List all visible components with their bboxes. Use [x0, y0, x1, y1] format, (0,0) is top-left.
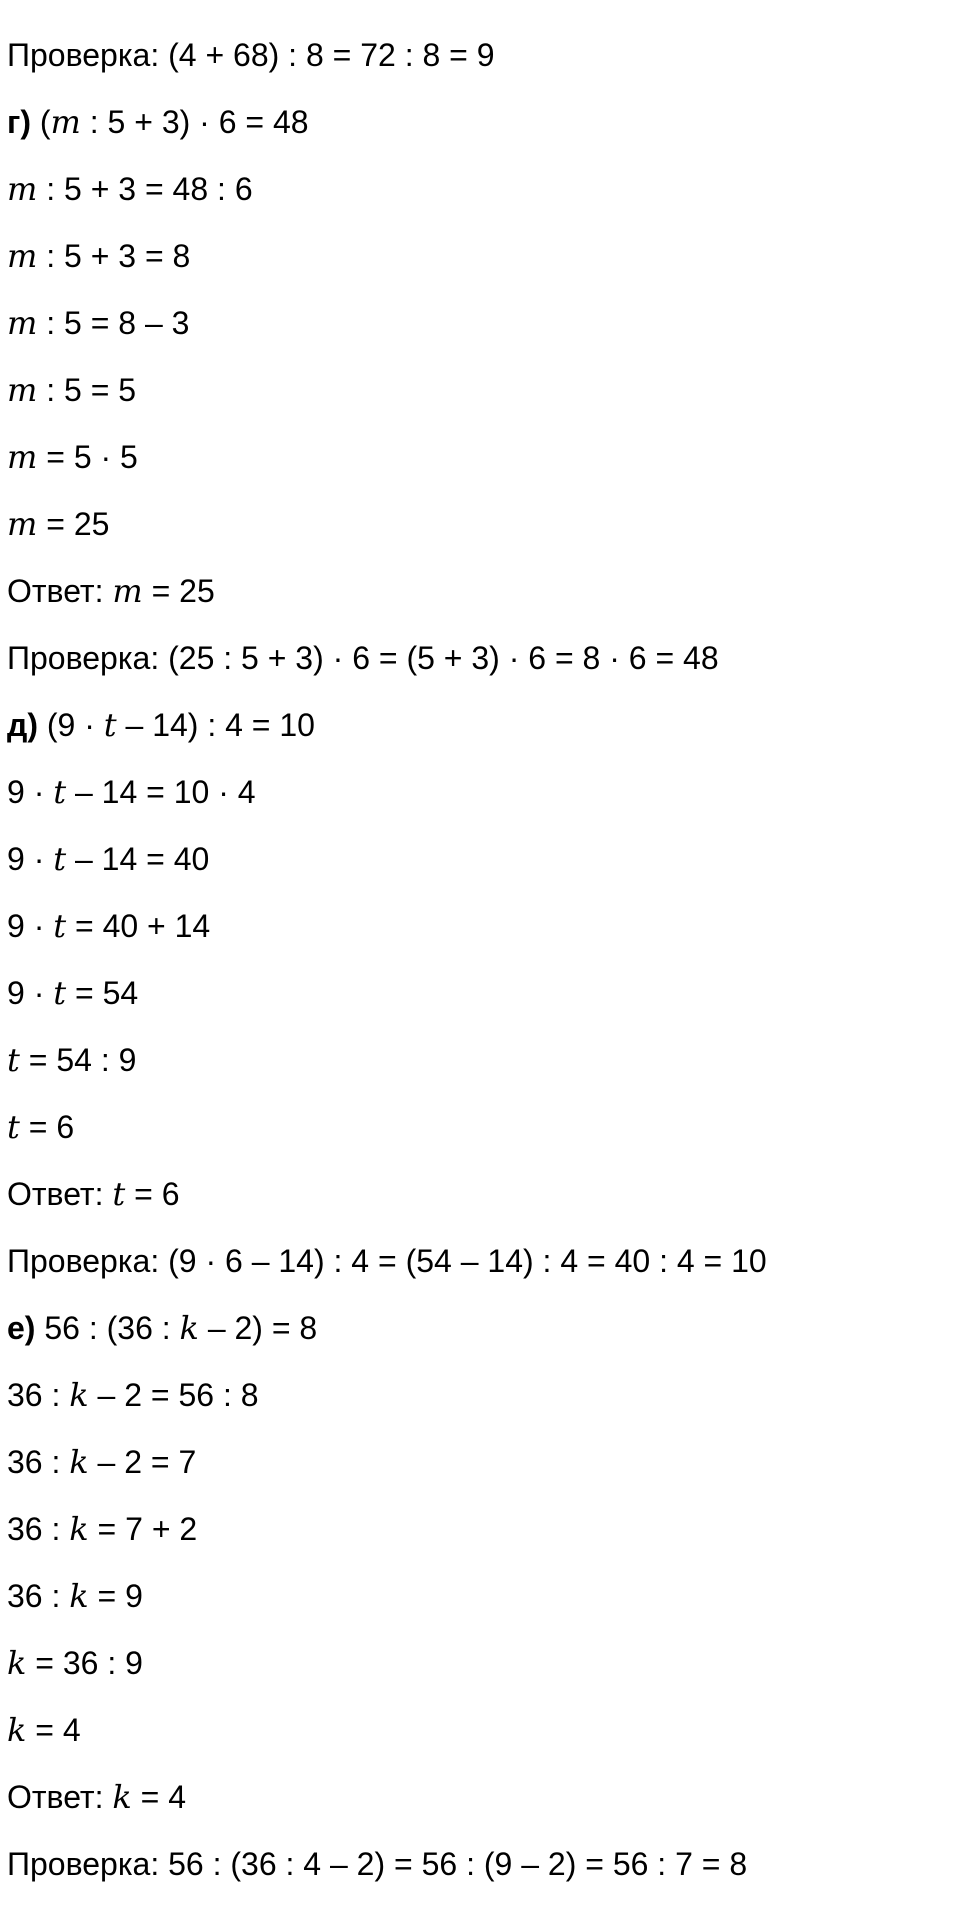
equation-text: = 4 — [26, 1712, 81, 1748]
equation-text: 56 : (36 : — [35, 1310, 180, 1346]
variable: k — [69, 1443, 89, 1481]
variable: t — [7, 1041, 20, 1079]
equation-text: – 2 = 56 : 8 — [88, 1377, 259, 1413]
equation-line — [7, 30, 947, 97]
equation-text: Проверка: 56 : (36 : 4 – 2) = 56 : (9 – 2) = 56 : 7 = 8 — [7, 1846, 748, 1882]
equation-text: = 54 — [66, 975, 139, 1011]
equation-line — [7, 97, 947, 164]
equation-text: 9 · — [7, 774, 54, 810]
equation-text: = 54 : 9 — [19, 1042, 137, 1078]
equation-line — [7, 1839, 947, 1906]
equation-text: = 4 — [131, 1779, 187, 1815]
equation-line — [7, 901, 947, 968]
variable: t — [7, 1108, 20, 1146]
equation-line — [7, 767, 947, 834]
equation-text: 9 · — [7, 841, 54, 877]
equation-line — [7, 1303, 947, 1370]
variable: m — [7, 237, 38, 275]
equation-text: – 14) : 4 = 10 — [116, 707, 315, 743]
equation-line — [7, 499, 947, 566]
variable: m — [7, 438, 38, 476]
equation-line — [7, 1102, 947, 1169]
variable: m — [7, 304, 38, 342]
variable: m — [112, 572, 143, 610]
equation-text: 36 : — [7, 1578, 70, 1614]
equation-text: = 25 — [142, 573, 215, 609]
equation-text: : 5 + 3 = 8 — [37, 238, 191, 274]
equation-line — [7, 1571, 947, 1638]
variable: t — [103, 706, 117, 744]
problem-label: г) — [7, 104, 31, 140]
equation-text: Ответ: — [7, 1176, 113, 1212]
equation-text: – 14 = 10 · 4 — [66, 774, 256, 810]
variable: t — [53, 907, 67, 945]
equation-text: : 5 = 8 – 3 — [37, 305, 190, 341]
equation-line — [7, 365, 947, 432]
equation-text: (9 · — [37, 707, 104, 743]
equation-line — [7, 164, 947, 231]
variable: t — [112, 1175, 126, 1213]
equation-line — [7, 231, 947, 298]
equation-text: = 6 — [125, 1176, 180, 1212]
variable: t — [53, 840, 67, 878]
equation-line — [7, 1236, 947, 1303]
equation-line — [7, 834, 947, 901]
equation-line — [7, 298, 947, 365]
variable: k — [112, 1778, 132, 1816]
equation-text: – 2 = 7 — [88, 1444, 197, 1480]
variable: k — [7, 1711, 27, 1749]
equation-line — [7, 1035, 947, 1102]
equation-text: – 2) = 8 — [198, 1310, 318, 1346]
equation-line — [7, 1504, 947, 1571]
equation-line — [7, 1169, 947, 1236]
equation-text: : 5 + 3 = 48 : 6 — [37, 171, 253, 207]
equation-text: = 7 + 2 — [88, 1511, 198, 1547]
equation-text: = 9 — [88, 1578, 143, 1614]
equation-line — [7, 1772, 947, 1839]
equation-text: = 5 · 5 — [37, 439, 138, 475]
equation-text: = 40 + 14 — [66, 908, 211, 944]
variable: k — [69, 1577, 89, 1615]
variable: t — [53, 773, 67, 811]
equation-line — [7, 968, 947, 1035]
equation-text: : 5 = 5 — [37, 372, 137, 408]
equation-line — [7, 700, 947, 767]
equation-text: Проверка: (4 + 68) : 8 = 72 : 8 = 9 — [7, 37, 495, 73]
problem-label: д) — [7, 707, 38, 743]
equation-text: 36 : — [7, 1444, 70, 1480]
variable: k — [69, 1376, 89, 1414]
equation-line — [7, 1437, 947, 1504]
equation-line — [7, 1705, 947, 1772]
variable: k — [179, 1309, 199, 1347]
variable: k — [69, 1510, 89, 1548]
equation-text: Проверка: (9 · 6 – 14) : 4 = (54 – 14) : 4 = 40 : 4 = 10 — [7, 1243, 767, 1279]
equation-line — [7, 633, 947, 700]
equation-text: – 14 = 40 — [66, 841, 210, 877]
variable: k — [7, 1644, 27, 1682]
equation-text: 36 : — [7, 1377, 70, 1413]
solution-document — [7, 30, 947, 1906]
variable: m — [7, 170, 38, 208]
equation-text: : 5 + 3) · 6 = 48 — [80, 104, 309, 140]
variable: t — [53, 974, 67, 1012]
variable: m — [50, 103, 81, 141]
equation-line — [7, 1370, 947, 1437]
equation-text: 36 : — [7, 1511, 70, 1547]
equation-line — [7, 432, 947, 499]
equation-text: 9 · — [7, 975, 54, 1011]
variable: m — [7, 371, 38, 409]
equation-text: Проверка: (25 : 5 + 3) · 6 = (5 + 3) · 6 = 8 · 6 = 48 — [7, 640, 719, 676]
equation-text: Ответ: — [7, 1779, 113, 1815]
equation-text: 9 · — [7, 908, 54, 944]
equation-text: = 6 — [19, 1109, 75, 1145]
equation-line — [7, 1638, 947, 1705]
equation-line — [7, 566, 947, 633]
problem-label: е) — [7, 1310, 36, 1346]
equation-text: Ответ: — [7, 573, 113, 609]
variable: m — [7, 505, 38, 543]
equation-text: ( — [30, 104, 51, 140]
equation-text: = 36 : 9 — [26, 1645, 143, 1681]
equation-text: = 25 — [37, 506, 110, 542]
